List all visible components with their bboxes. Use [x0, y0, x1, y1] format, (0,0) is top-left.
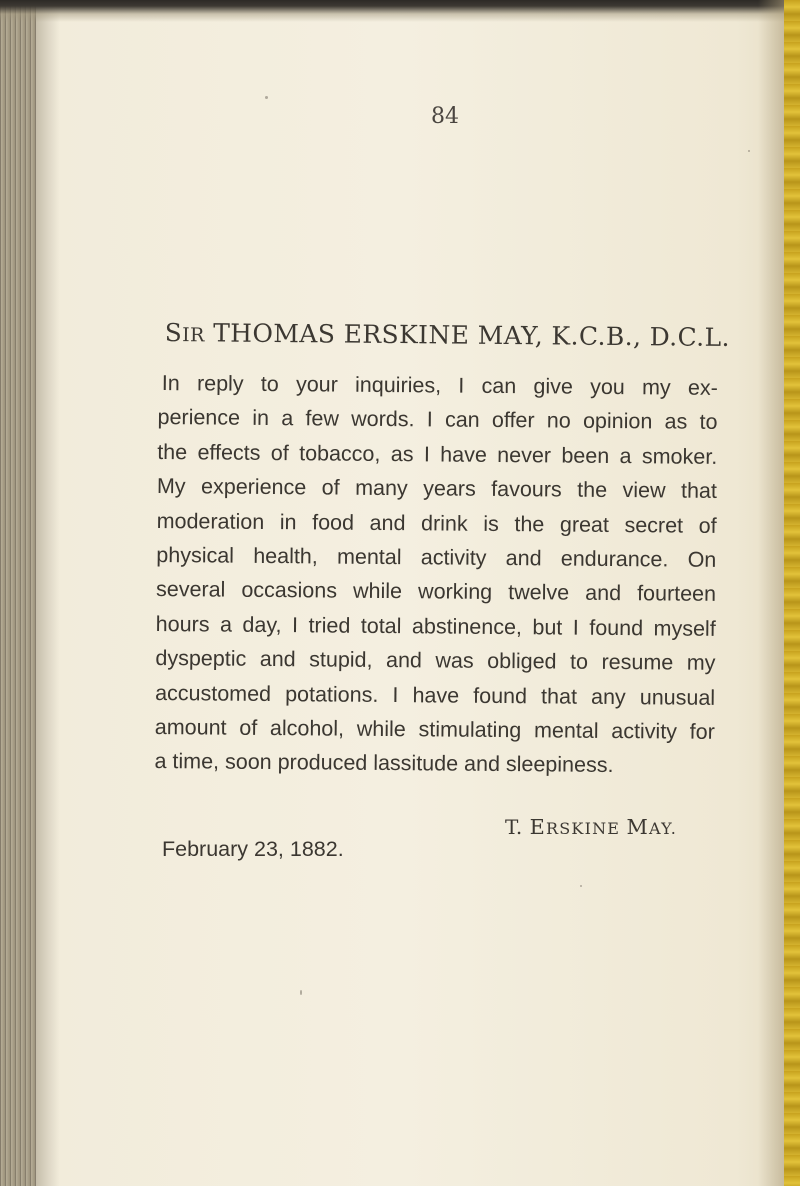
gutter-shadow — [36, 0, 60, 1186]
body-line: moderation in food and drink is the great secret of — [156, 508, 717, 538]
body-line: perience in a few words. I can offer no opinion as to — [157, 405, 718, 435]
body-line: hours a day, I tried total abstinence, but I found myself — [155, 611, 716, 641]
letter-body — [154, 366, 718, 784]
body-line: the effects of tobacco, as I have never been a smoker. — [157, 439, 718, 469]
paper-speck — [748, 150, 750, 152]
body-line: physical health, mental activity and endurance. On — [156, 543, 717, 572]
heading-name: THOMAS ERSKINE MAY, K.C.B., D.C.L. — [213, 318, 731, 352]
body-line: amount of alcohol, while stimulating mental activity for — [154, 715, 715, 744]
body-line: My experience of many years favours the view that — [156, 474, 718, 504]
signature — [505, 815, 677, 839]
body-line: a time, soon produced lassitude and sleepiness. — [154, 749, 614, 778]
gilt-page-edge — [784, 0, 800, 1186]
body-line: accustomed potations. I have found that any unusual — [155, 680, 716, 710]
heading-prefix: SIR — [164, 318, 205, 348]
body-line: several occasions while working twelve and fourteen — [155, 577, 717, 607]
body-line: In reply to your inquiries, I can give you my ex- — [161, 371, 718, 400]
paper-speck — [265, 96, 268, 99]
letter-heading — [164, 318, 731, 352]
paper-speck — [300, 990, 302, 995]
letter-date: February 23, 1882. — [162, 837, 344, 861]
top-binding-edge — [0, 0, 800, 22]
left-page-edges — [0, 0, 36, 1186]
right-edge-shadow — [758, 0, 784, 1186]
body-line: dyspeptic and stupid, and was obliged to resume my — [155, 646, 716, 676]
signature-initial: T. — [505, 815, 523, 839]
paper-speck — [580, 885, 582, 887]
signature-name: ERSKINE MAY. — [529, 815, 678, 839]
page-number: 84 — [431, 104, 459, 129]
